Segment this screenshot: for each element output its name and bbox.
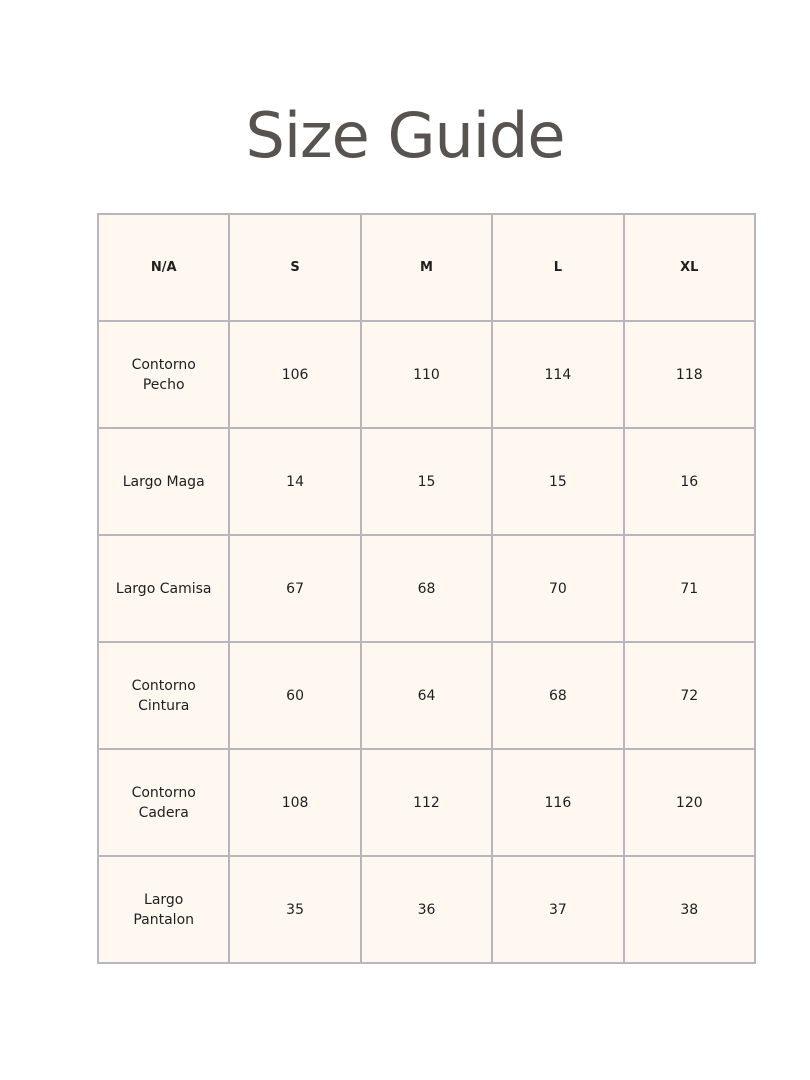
table-cell: 114 [492,321,623,428]
table-row [98,428,755,535]
table-cell: 15 [361,428,492,535]
row-label-cell [98,856,229,963]
table-cell: 67 [229,535,360,642]
table-cell: 15 [492,428,623,535]
row-label: Largo Pantalon [133,891,195,928]
row-label-cell [98,321,229,428]
row-label-cell [98,535,229,642]
header-cell-na: N/A [98,214,229,321]
page-title: Size Guide [245,99,565,172]
table-cell: 37 [492,856,623,963]
header-cell-s: S [229,214,360,321]
table-row [98,535,755,642]
row-label-cell [98,642,229,749]
table-cell: 68 [492,642,623,749]
table-cell: 72 [624,642,755,749]
table-cell: 120 [624,749,755,856]
table-cell: 38 [624,856,755,963]
header-cell-m: M [361,214,492,321]
row-label: Contorno Cintura [131,677,196,714]
table-cell: 36 [361,856,492,963]
header-cell-l: L [492,214,623,321]
table-cell: 16 [624,428,755,535]
table-cell: 68 [361,535,492,642]
table-row [98,642,755,749]
row-label: Largo Maga [122,473,205,490]
table-cell: 108 [229,749,360,856]
table-cell: 110 [361,321,492,428]
row-label: Contorno Cadera [131,784,196,821]
row-label-cell [98,749,229,856]
table-cell: 112 [361,749,492,856]
size-table [97,213,756,964]
table-row [98,321,755,428]
table-cell: 35 [229,856,360,963]
table-cell: 116 [492,749,623,856]
header-cell-xl: XL [624,214,755,321]
table-cell: 106 [229,321,360,428]
table-row [98,749,755,856]
table-cell: 71 [624,535,755,642]
table-row [98,856,755,963]
table-cell: 64 [361,642,492,749]
table-cell: 70 [492,535,623,642]
table-cell: 14 [229,428,360,535]
table-header-row [98,214,755,321]
row-label: Contorno Pecho [131,356,196,393]
table-cell: 118 [624,321,755,428]
row-label: Largo Camisa [115,580,212,597]
table-cell: 60 [229,642,360,749]
row-label-cell [98,428,229,535]
